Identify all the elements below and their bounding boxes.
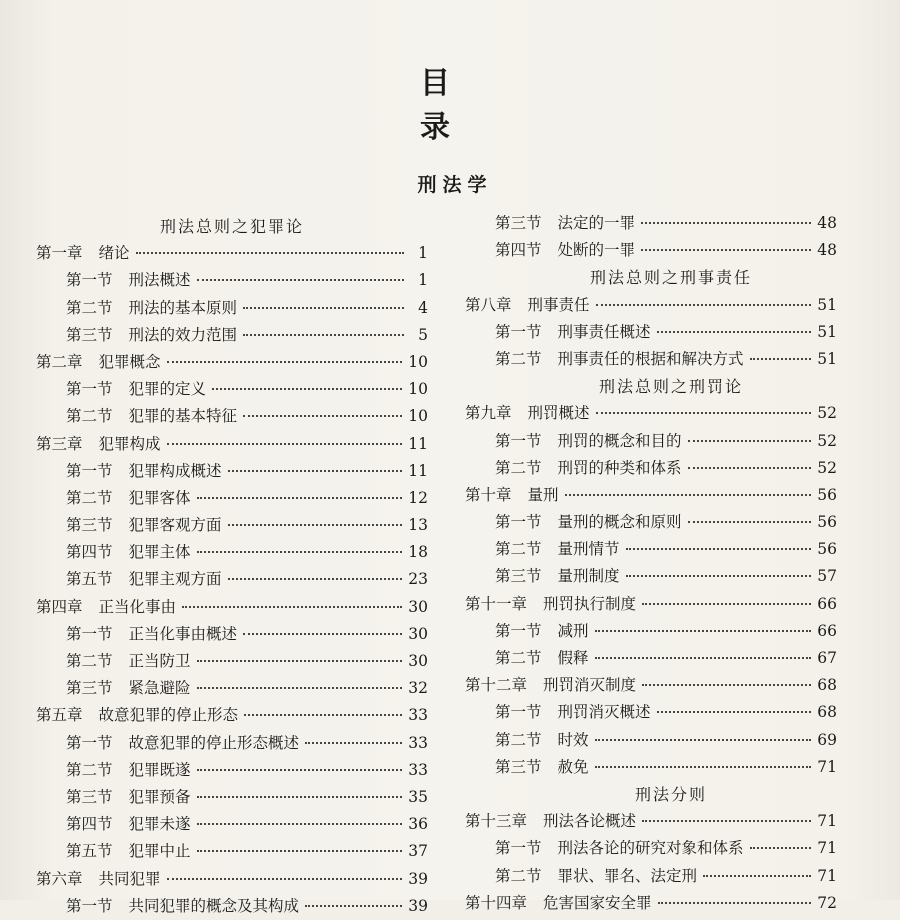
toc-chapter-entry bbox=[465, 292, 837, 319]
entry-number: 第六章 bbox=[36, 869, 83, 888]
toc-section-entry bbox=[465, 428, 837, 455]
entry-page-number: 68 bbox=[817, 676, 837, 695]
toc-chapter-entry bbox=[465, 808, 837, 835]
toc-chapter-entry bbox=[465, 482, 837, 509]
dot-leader bbox=[243, 633, 402, 635]
entry-title: 犯罪构成 bbox=[98, 434, 161, 453]
entry-title: 犯罪预备 bbox=[128, 787, 191, 806]
entry-title: 刑罚消灭概述 bbox=[557, 703, 651, 722]
dot-leader bbox=[595, 739, 812, 741]
entry-number: 第二节 bbox=[495, 540, 542, 559]
dot-leader bbox=[595, 630, 812, 632]
entry-page-number: 30 bbox=[408, 624, 428, 643]
entry-number: 第三节 bbox=[66, 679, 113, 698]
entry-title: 故意犯罪的停止形态概述 bbox=[128, 733, 300, 752]
entry-title: 刑罚的种类和体系 bbox=[557, 458, 682, 477]
toc-section-entry bbox=[36, 730, 428, 757]
entry-number: 第一节 bbox=[66, 461, 113, 480]
entry-number: 第五节 bbox=[66, 842, 113, 861]
dot-leader bbox=[243, 307, 404, 309]
entry-number: 第一节 bbox=[495, 703, 542, 722]
entry-number: 第四节 bbox=[66, 543, 113, 562]
entry-page-number: 23 bbox=[408, 570, 428, 589]
entry-number: 第三章 bbox=[36, 434, 83, 453]
entry-number: 第十一章 bbox=[465, 594, 528, 613]
dot-leader bbox=[642, 603, 811, 605]
entry-page-number: 71 bbox=[817, 757, 837, 776]
entry-number: 第二节 bbox=[495, 866, 542, 885]
toc-section-entry bbox=[465, 536, 837, 563]
entry-number: 第十章 bbox=[465, 485, 512, 504]
toc-section-entry bbox=[465, 645, 837, 672]
entry-title: 犯罪主体 bbox=[128, 543, 191, 562]
toc-section-entry bbox=[36, 485, 428, 512]
entry-title: 犯罪的定义 bbox=[128, 380, 207, 399]
entry-page-number: 36 bbox=[408, 815, 428, 834]
dot-leader bbox=[167, 443, 403, 445]
entry-number: 第二章 bbox=[36, 352, 83, 371]
entry-number: 第四节 bbox=[66, 815, 113, 834]
entry-page-number: 57 bbox=[817, 567, 837, 586]
entry-page-number: 48 bbox=[817, 241, 837, 260]
entry-page-number: 51 bbox=[817, 322, 837, 341]
toc-part-heading: 刑法分则 bbox=[634, 784, 707, 804]
toc-section-entry bbox=[36, 757, 428, 784]
toc-section-entry bbox=[465, 563, 837, 590]
entry-title: 量刑的概念和原则 bbox=[557, 513, 682, 532]
toc-section-entry bbox=[36, 458, 428, 485]
entry-page-number: 51 bbox=[817, 295, 837, 314]
dot-leader bbox=[642, 684, 811, 686]
entry-number: 第三节 bbox=[66, 787, 113, 806]
entry-title: 正当化事由 bbox=[98, 597, 177, 616]
entry-number: 第一节 bbox=[495, 322, 542, 341]
entry-page-number: 10 bbox=[408, 380, 428, 399]
toc-section-entry bbox=[465, 699, 837, 726]
dot-leader bbox=[228, 578, 403, 580]
entry-number: 第二节 bbox=[66, 760, 113, 779]
entry-title: 共同犯罪的概念及其构成 bbox=[128, 896, 300, 915]
entry-title: 犯罪客体 bbox=[128, 488, 191, 507]
toc-section-entry bbox=[465, 455, 837, 482]
toc-section-entry bbox=[36, 376, 428, 403]
entry-title: 犯罪未遂 bbox=[128, 815, 191, 834]
toc-section-entry bbox=[465, 237, 837, 264]
dot-leader bbox=[197, 850, 403, 852]
entry-number: 第一节 bbox=[66, 380, 113, 399]
dot-leader bbox=[595, 766, 812, 768]
entry-title: 刑法的效力范围 bbox=[128, 325, 238, 344]
entry-title: 刑事责任的根据和解决方式 bbox=[557, 349, 744, 368]
entry-page-number: 66 bbox=[817, 594, 837, 613]
entry-number: 第一节 bbox=[495, 621, 542, 640]
entry-number: 第二节 bbox=[66, 488, 113, 507]
entry-title: 处断的一罪 bbox=[557, 241, 636, 260]
entry-page-number: 71 bbox=[817, 812, 837, 831]
entry-page-number: 67 bbox=[817, 649, 837, 667]
entry-title: 正当化事由概述 bbox=[128, 624, 238, 643]
dot-leader bbox=[182, 606, 402, 608]
entry-page-number: 72 bbox=[817, 893, 837, 912]
entry-number: 第二节 bbox=[495, 458, 542, 477]
entry-page-number: 71 bbox=[817, 839, 837, 858]
entry-title: 量刑 bbox=[527, 485, 559, 504]
toc-part-heading: 刑法总则之刑事责任 bbox=[589, 268, 752, 288]
entry-page-number: 1 bbox=[418, 271, 428, 290]
entry-page-number: 32 bbox=[408, 679, 428, 698]
toc-section-entry bbox=[36, 322, 428, 349]
entry-page-number: 37 bbox=[408, 842, 428, 861]
dot-leader bbox=[212, 388, 402, 390]
dot-leader bbox=[167, 361, 403, 363]
entry-number: 第二节 bbox=[66, 298, 113, 317]
toc-chapter-entry bbox=[36, 349, 428, 376]
toc-section-entry bbox=[36, 621, 428, 648]
entry-title: 绪论 bbox=[98, 244, 130, 263]
entry-page-number: 33 bbox=[408, 760, 428, 779]
entry-page-number: 52 bbox=[817, 431, 837, 450]
entry-title: 犯罪主观方面 bbox=[128, 570, 222, 589]
dot-leader bbox=[688, 521, 812, 523]
dot-leader bbox=[305, 742, 402, 744]
toc-chapter-entry bbox=[465, 400, 837, 427]
toc-section-entry bbox=[36, 267, 428, 294]
dot-leader bbox=[703, 875, 811, 877]
toc-section-entry bbox=[465, 618, 837, 645]
entry-title: 犯罪既遂 bbox=[128, 760, 191, 779]
toc-chapter-entry bbox=[36, 240, 428, 267]
entry-page-number: 69 bbox=[817, 730, 837, 749]
entry-page-number: 52 bbox=[817, 458, 837, 477]
entry-number: 第一节 bbox=[66, 624, 113, 643]
entry-page-number: 10 bbox=[408, 352, 428, 371]
toc-chapter-entry bbox=[36, 866, 428, 893]
entry-number: 第三节 bbox=[495, 757, 542, 776]
toc-section-entry bbox=[465, 346, 837, 373]
entry-number: 第十四章 bbox=[465, 893, 528, 912]
entry-title: 刑法各论的研究对象和体系 bbox=[557, 839, 744, 858]
toc-section-entry bbox=[465, 210, 837, 237]
entry-title: 量刑情节 bbox=[557, 540, 620, 559]
dot-leader bbox=[750, 358, 812, 360]
toc-section-entry bbox=[36, 648, 428, 675]
entry-number: 第三节 bbox=[495, 214, 542, 232]
dot-leader bbox=[228, 524, 403, 526]
entry-number: 第一节 bbox=[495, 431, 542, 450]
entry-number: 第一节 bbox=[495, 513, 542, 532]
dot-leader bbox=[167, 878, 403, 880]
entry-number: 第五节 bbox=[66, 570, 113, 589]
entry-page-number: 68 bbox=[817, 703, 837, 722]
entry-page-number: 1 bbox=[418, 244, 428, 263]
entry-page-number: 35 bbox=[408, 787, 428, 806]
entry-number: 第二节 bbox=[495, 349, 542, 368]
toc-chapter-entry bbox=[36, 431, 428, 458]
toc-section-entry bbox=[465, 863, 837, 890]
entry-title: 犯罪构成概述 bbox=[128, 461, 222, 480]
entry-page-number: 39 bbox=[408, 869, 428, 888]
entry-number: 第十三章 bbox=[465, 812, 528, 831]
entry-page-number: 4 bbox=[418, 298, 428, 317]
entry-title: 法定的一罪 bbox=[557, 214, 636, 232]
entry-title: 犯罪客观方面 bbox=[128, 516, 222, 535]
dot-leader bbox=[657, 331, 812, 333]
entry-title: 时效 bbox=[557, 730, 589, 749]
entry-number: 第三节 bbox=[66, 516, 113, 535]
entry-title: 正当防卫 bbox=[128, 652, 191, 670]
entry-title: 刑事责任概述 bbox=[557, 322, 651, 341]
entry-page-number: 39 bbox=[408, 896, 428, 915]
dot-leader bbox=[641, 222, 811, 224]
entry-title: 危害国家安全罪 bbox=[543, 893, 652, 912]
dot-leader bbox=[197, 551, 403, 553]
entry-number: 第一节 bbox=[66, 896, 113, 915]
dot-leader bbox=[197, 769, 403, 771]
dot-leader bbox=[243, 334, 404, 336]
toc-section-entry bbox=[36, 403, 428, 430]
toc-section-entry bbox=[36, 675, 428, 702]
dot-leader bbox=[596, 412, 812, 414]
dot-leader bbox=[244, 714, 402, 716]
entry-page-number: 11 bbox=[408, 461, 428, 480]
dot-leader bbox=[641, 249, 811, 251]
entry-title: 刑法概述 bbox=[128, 271, 191, 290]
entry-page-number: 56 bbox=[817, 485, 837, 504]
toc-section-entry bbox=[465, 727, 837, 754]
dot-leader bbox=[626, 548, 812, 550]
entry-number: 第十二章 bbox=[465, 676, 528, 695]
entry-page-number: 11 bbox=[408, 434, 428, 453]
toc-left-column bbox=[36, 213, 428, 920]
entry-number: 第五章 bbox=[36, 706, 83, 725]
dot-leader bbox=[136, 252, 404, 254]
entry-page-number: 18 bbox=[408, 543, 428, 562]
toc-section-entry bbox=[465, 754, 837, 781]
dot-leader bbox=[626, 575, 812, 577]
entry-number: 第一章 bbox=[36, 244, 83, 263]
entry-number: 第三节 bbox=[495, 567, 542, 586]
toc-section-entry bbox=[36, 512, 428, 539]
entry-title: 刑法的基本原则 bbox=[128, 298, 238, 317]
toc-chapter-entry bbox=[36, 594, 428, 621]
entry-title: 刑事责任 bbox=[527, 295, 590, 314]
entry-page-number: 10 bbox=[408, 407, 428, 426]
entry-title: 犯罪概念 bbox=[98, 352, 161, 371]
subject-heading: 刑法学 bbox=[417, 174, 493, 196]
dot-leader bbox=[197, 279, 404, 281]
entry-title: 犯罪中止 bbox=[128, 842, 191, 861]
entry-page-number: 56 bbox=[817, 540, 837, 559]
toc-section-entry bbox=[36, 566, 428, 593]
entry-page-number: 33 bbox=[408, 706, 428, 725]
toc-part-heading: 刑法总则之刑罚论 bbox=[598, 377, 743, 397]
entry-page-number: 30 bbox=[408, 652, 428, 670]
dot-leader bbox=[657, 711, 812, 713]
dot-leader bbox=[197, 687, 403, 689]
dot-leader bbox=[197, 823, 403, 825]
entry-page-number: 30 bbox=[408, 597, 428, 616]
entry-title: 赦免 bbox=[557, 757, 589, 776]
dot-leader bbox=[688, 440, 812, 442]
entry-number: 第二节 bbox=[66, 407, 113, 426]
entry-title: 故意犯罪的停止形态 bbox=[98, 706, 239, 725]
entry-number: 第三节 bbox=[66, 325, 113, 344]
dot-leader bbox=[642, 820, 811, 822]
entry-title: 刑罚的概念和目的 bbox=[557, 431, 682, 450]
entry-title: 刑法各论概述 bbox=[543, 812, 637, 831]
entry-page-number: 48 bbox=[817, 214, 837, 232]
toc-section-entry bbox=[36, 784, 428, 811]
toc-section-entry bbox=[36, 539, 428, 566]
entry-number: 第四章 bbox=[36, 597, 83, 616]
dot-leader bbox=[243, 415, 402, 417]
entry-page-number: 56 bbox=[817, 513, 837, 532]
entry-title: 假释 bbox=[557, 649, 589, 667]
entry-number: 第一节 bbox=[495, 839, 542, 858]
entry-title: 紧急避险 bbox=[128, 679, 191, 698]
entry-title: 减刑 bbox=[557, 621, 589, 640]
entry-number: 第四节 bbox=[495, 241, 542, 260]
entry-title: 共同犯罪 bbox=[98, 869, 161, 888]
toc-right-column bbox=[465, 210, 837, 917]
entry-title: 刑罚概述 bbox=[527, 404, 590, 423]
toc-chapter-entry bbox=[465, 591, 837, 618]
entry-page-number: 13 bbox=[408, 516, 428, 535]
dot-leader bbox=[658, 902, 812, 904]
dot-leader bbox=[197, 796, 403, 798]
toc-chapter-entry bbox=[36, 702, 428, 729]
dot-leader bbox=[596, 304, 812, 306]
entry-title: 刑罚消灭制度 bbox=[543, 676, 637, 695]
toc-section-entry bbox=[465, 319, 837, 346]
toc-section-entry bbox=[36, 811, 428, 838]
entry-page-number: 51 bbox=[817, 349, 837, 368]
entry-number: 第一节 bbox=[66, 733, 113, 752]
entry-page-number: 5 bbox=[418, 325, 428, 344]
dot-leader bbox=[750, 847, 812, 849]
entry-page-number: 33 bbox=[408, 733, 428, 752]
entry-page-number: 52 bbox=[817, 404, 837, 423]
toc-section-entry bbox=[36, 838, 428, 865]
dot-leader bbox=[595, 657, 812, 659]
entry-title: 刑罚执行制度 bbox=[543, 594, 637, 613]
entry-number: 第二节 bbox=[66, 652, 113, 670]
entry-number: 第九章 bbox=[465, 404, 512, 423]
entry-number: 第八章 bbox=[465, 295, 512, 314]
toc-part-heading: 刑法总则之犯罪论 bbox=[159, 217, 304, 236]
entry-number: 第一节 bbox=[66, 271, 113, 290]
dot-leader bbox=[197, 497, 403, 499]
dot-leader bbox=[228, 470, 403, 472]
toc-chapter-entry bbox=[465, 890, 837, 917]
entry-title: 罪状、罪名、法定刑 bbox=[557, 866, 698, 885]
entry-page-number: 71 bbox=[817, 866, 837, 885]
dot-leader bbox=[565, 494, 812, 496]
entry-number: 第二节 bbox=[495, 649, 542, 667]
dot-leader bbox=[305, 905, 402, 907]
toc-section-entry bbox=[36, 295, 428, 322]
entry-page-number: 12 bbox=[408, 488, 428, 507]
entry-number: 第二节 bbox=[495, 730, 542, 749]
toc-chapter-entry bbox=[465, 672, 837, 699]
entry-title: 量刑制度 bbox=[557, 567, 620, 586]
toc-section-entry bbox=[465, 835, 837, 862]
entry-title: 犯罪的基本特征 bbox=[128, 407, 238, 426]
dot-leader bbox=[197, 660, 403, 662]
toc-section-entry bbox=[36, 893, 428, 920]
entry-page-number: 66 bbox=[817, 621, 837, 640]
dot-leader bbox=[688, 467, 812, 469]
toc-section-entry bbox=[465, 509, 837, 536]
page-title: 目 录 bbox=[420, 66, 490, 145]
